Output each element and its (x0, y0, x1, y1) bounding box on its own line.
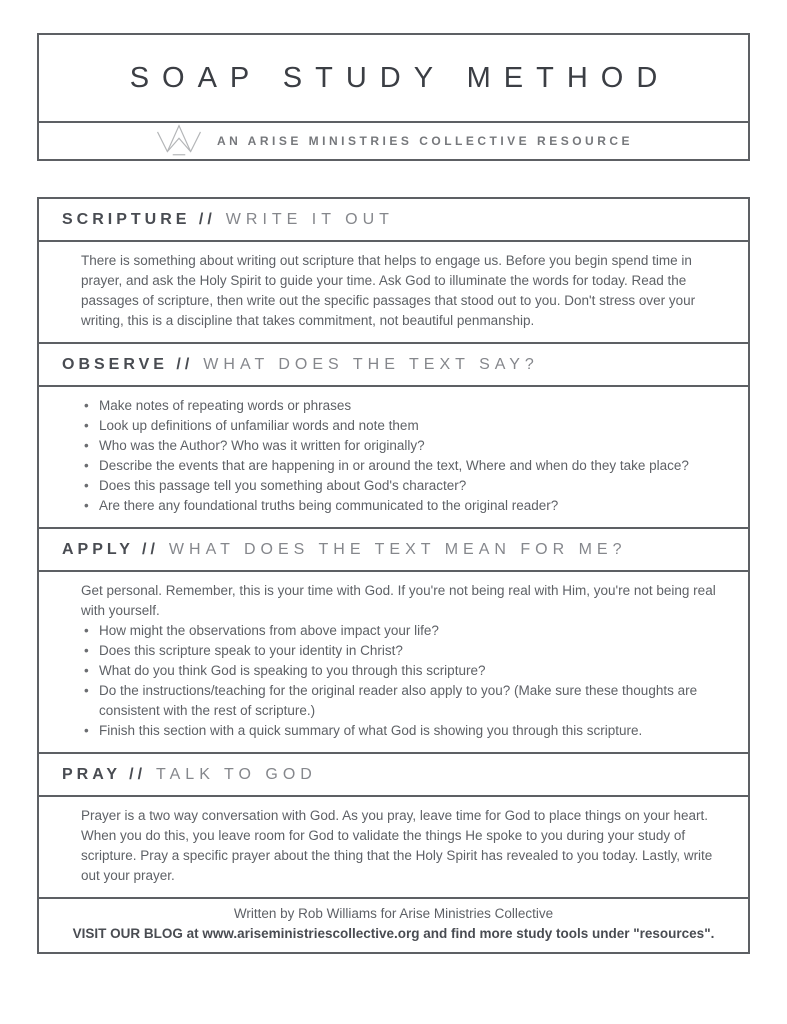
title-row (39, 35, 748, 123)
section-scripture-heading (39, 199, 748, 242)
heading-bold: APPLY // (62, 541, 159, 558)
footer-blog-link: VISIT OUR BLOG at www.ariseministriescollective.org and find more study tools under "resources". (72, 926, 715, 941)
section-pray (39, 752, 748, 897)
section-observe-heading (39, 344, 748, 387)
section-scripture (39, 199, 748, 342)
list-item: • Do the instructions/teaching for the original reader also apply to you? (Make sure these thoughts are consistent with the rest of scripture.) (83, 681, 722, 721)
list-item: • What do you think God is speaking to you through this scripture? (83, 661, 722, 681)
section-pray-body (39, 797, 748, 897)
paragraph: There is something about writing out scripture that helps to engage us. Before you begin spend time in prayer, and ask the Holy Spirit to guide your time. Ask God to illuminate the words for today. Read the passages of scripture, then write out the specific passages that stood out to you. Don't stress over your writing, this is a discipline that takes commitment, not beautiful penmanship. (81, 253, 696, 328)
list-item: • Are there any foundational truths being communicated to the original reader? (83, 496, 722, 516)
header (37, 33, 750, 161)
list-item: • Finish this section with a quick summary of what God is showing you through this scripture. (83, 721, 722, 741)
worksheet (37, 197, 750, 954)
bullet-list (81, 621, 722, 741)
footer-credit: Written by Rob Williams for Arise Ministries Collective (233, 906, 554, 921)
list-item: • Look up definitions of unfamiliar words and note them (83, 416, 722, 436)
heading-bold: OBSERVE // (62, 356, 194, 373)
brand-subtitle: AN ARISE MINISTRIES COLLECTIVE RESOURCE (216, 134, 634, 148)
list-item: • Who was the Author? Who was it written for originally? (83, 436, 722, 456)
page-title: SOAP STUDY METHOD (129, 61, 671, 94)
section-observe (39, 342, 748, 527)
heading-light: TALK TO GOD (156, 766, 317, 783)
paragraph: Get personal. Remember, this is your time with God. If you're not being real with Him, you're not being real with yourself. (81, 583, 716, 618)
section-apply (39, 527, 748, 752)
document-footer (39, 897, 748, 952)
list-item: • How might the observations from above impact your life? (83, 621, 722, 641)
list-item: • Make notes of repeating words or phrases (83, 396, 722, 416)
section-observe-body (39, 387, 748, 527)
section-pray-heading (39, 754, 748, 797)
section-apply-body (39, 572, 748, 752)
heading-light: WHAT DOES THE TEXT SAY? (203, 356, 539, 373)
heading-bold: PRAY // (62, 766, 147, 783)
paragraph: Prayer is a two way conversation with God. As you pray, leave time for God to place things on your heart. When you do this, you leave room for God to validate the things He spoke to you during your study of scripture. Pray a specific prayer about the thing that the Holy Spirit has revealed to you today. Lastly, write out your prayer. (81, 808, 713, 883)
section-scripture-body (39, 242, 748, 342)
heading-light: WRITE IT OUT (225, 211, 394, 228)
brand-bar (39, 123, 748, 159)
section-apply-heading (39, 529, 748, 572)
list-item: • Does this scripture speak to your identity in Christ? (83, 641, 722, 661)
list-item: • Does this passage tell you something about God's character? (83, 476, 722, 496)
bullet-list (81, 396, 722, 516)
crown-icon (154, 123, 204, 157)
heading-bold: SCRIPTURE // (62, 211, 216, 228)
list-item: • Describe the events that are happening in or around the text, Where and when do they take place? (83, 456, 722, 476)
heading-light: WHAT DOES THE TEXT MEAN FOR ME? (168, 541, 627, 558)
